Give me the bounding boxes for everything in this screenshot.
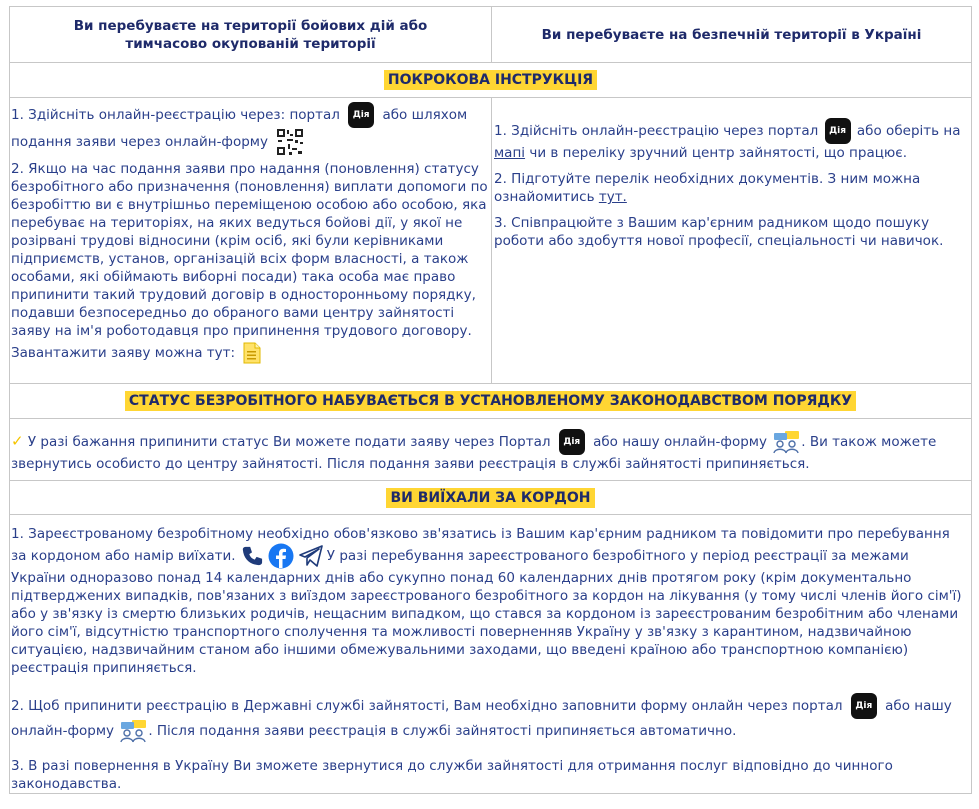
section-title-abroad: ВИ ВИЇХАЛИ ЗА КОРДОН	[386, 488, 594, 508]
right-column	[492, 98, 971, 383]
section-title-row	[10, 63, 971, 98]
map-link[interactable]: мапі	[494, 145, 526, 161]
right-step-2: 2. Підготуйте перелік необхідних документів. З ним можна ознайомитись тут.	[494, 171, 921, 205]
diia-portal-icon[interactable]: Дія	[348, 102, 374, 128]
online-form-icon[interactable]	[118, 719, 148, 743]
checkmark-icon: ✓	[11, 432, 24, 450]
telegram-icon[interactable]	[299, 545, 323, 567]
status-text: ✓ У разі бажання припинити статус Ви можете подати заяву через Портал Дія або нашу онлайн-форму . Ви також можете звернутись особисто до центру зайнятості. Після подання заяви реєстрація в службі зайнятості припиняється.	[11, 429, 961, 473]
section-title-row	[10, 384, 971, 419]
right-step-1: 1. Здійсніть онлайн-реєстрацію через портал Дія або оберіть на мапі чи в переліку зручний центр зайнятості, що працює.	[494, 118, 965, 162]
instructions-row	[10, 98, 971, 384]
diia-portal-icon[interactable]: Дія	[851, 693, 877, 719]
status-row	[10, 419, 971, 481]
phone-icon[interactable]	[240, 545, 264, 567]
left-download: Завантажити заяву можна тут:	[11, 342, 489, 364]
left-column	[10, 98, 492, 383]
left-step-1: 1. Здійсніть онлайн-реєстрацію через: портал Дія або шляхом подання заяви через онлайн-форму	[11, 102, 489, 156]
diia-portal-icon[interactable]: Дія	[825, 118, 851, 144]
section-title-status: СТАТУС БЕЗРОБІТНОГО НАБУВАЄТЬСЯ В УСТАНОВЛЕНОМУ ЗАКОНОДАВСТВОМ ПОРЯДКУ	[125, 391, 856, 411]
header-row	[10, 7, 971, 63]
header-right: Ви перебуваєте на безпечній території в Україні	[541, 26, 922, 43]
documents-link[interactable]: тут.	[598, 189, 627, 205]
document-download-icon[interactable]	[243, 342, 261, 364]
abroad-step-1: 1. Зареєстрованому безробітному необхідно обов'язково зв'язатись із Вашим кар'єрним радником та повідомити про перебування за кордоном або намір виїхати. У разі перебування зареєстрованого безробітного у період реєстрації за межами України одноразово понад 14 календарних днів або сукупно понад 60 календарних днів протягом року (крім документально підтверджених випадків, пов'язаних з виїздом зареєстрованого безробітного за кордон на лікування (у тому числі членів його сім'ї) або у зв'язку із смертю близьких родичів, нещасним випадком, що стався за кордоном із зареєстрованим безробітним або членами його сім'ї, відсутністю транспортного сполучення та можливості поверненняв Україну у зв'язку з карантином, надзвичайною ситуацією, надзвичайним станом або іншими обмежувальними заходами, що введені країною або транспортною компанією) реєстрація припиняється.	[11, 526, 962, 676]
qr-code-icon[interactable]	[276, 128, 304, 156]
section-title-row	[10, 481, 971, 515]
online-form-icon[interactable]	[771, 430, 801, 454]
abroad-row	[10, 515, 971, 793]
left-step-2: 2. Якщо на час подання заяви про надання (поновлення) статусу безробітного або призначення (поновлення) виплати допомоги по безробіттю ви є внутрішньо переміщеною особою або особою, яка перебуває на територіях, на яких ведуться бойові дії, у якої не розірвані трудові відносини (крім осіб, які були керівниками підприємств, установ, організацій всіх форм власності, а також особами, які обіймають виборні посади) така особа має право припинити такий трудовий договір в односторонньому порядку, подавши безпосередньо до обраного вами центру зайнятості заяву на ім'я роботодавця про припинення трудового договору.	[11, 161, 488, 339]
info-table	[9, 6, 972, 794]
section-title-instructions: ПОКРОКОВА ІНСТРУКЦІЯ	[384, 70, 597, 90]
diia-portal-icon[interactable]: Дія	[559, 429, 585, 455]
abroad-step-2: 2. Щоб припинити реєстрацію в Державні службі зайнятості, Вам необхідно заповнити форму онлайн через портал Дія або нашу онлайн-форму . Після подання заяви реєстрація в службі зайнятості припиняється автоматично.	[11, 693, 967, 743]
header-left: Ви перебуваєте на території бойових дій або тимчасово окупованій території	[10, 7, 492, 62]
facebook-icon[interactable]	[268, 543, 294, 569]
right-step-3: 3. Співпрацюйте з Вашим кар'єрним радником щодо пошуку роботи або здобуття нової професії, спеціальності чи навичок.	[494, 215, 944, 249]
abroad-step-3: 3. В разі повернення в Україну Ви зможете звернутися до служби зайнятості для отримання послуг відповідно до чинного законодавства.	[11, 758, 893, 792]
